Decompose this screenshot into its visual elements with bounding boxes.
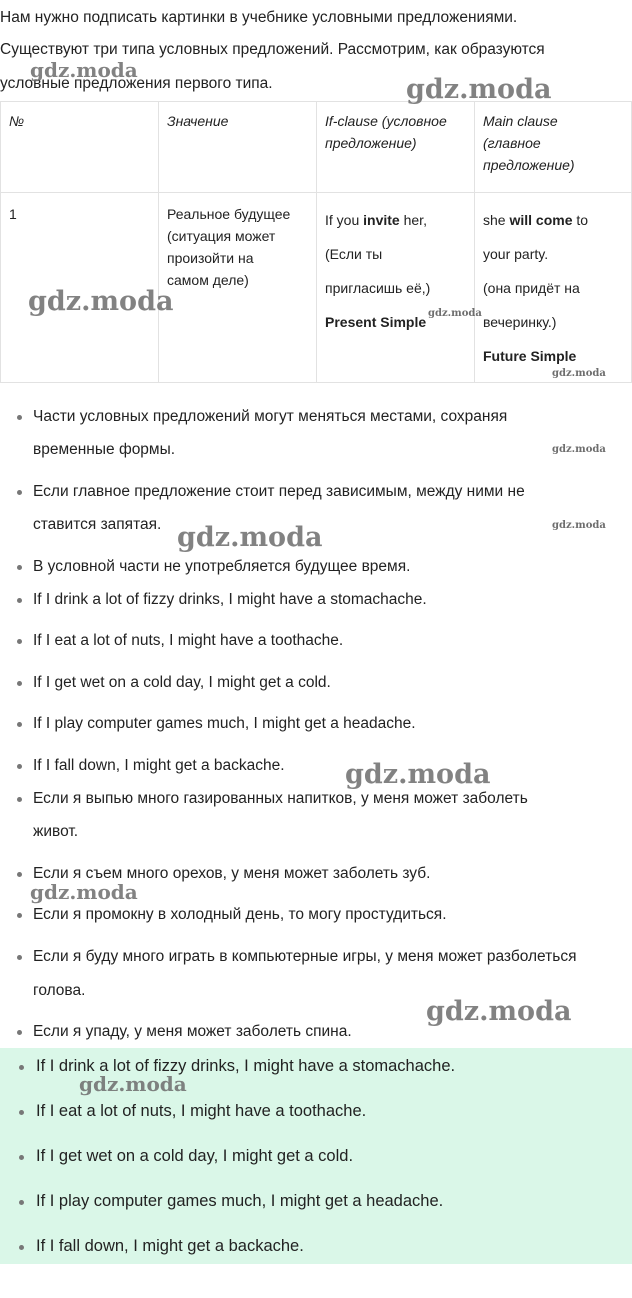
bullet-icon <box>19 1245 24 1250</box>
bullet-icon <box>17 1030 22 1035</box>
watermark: gdz.moda <box>30 880 138 904</box>
bullet-icon <box>17 565 22 570</box>
main-verb: will come <box>509 212 573 228</box>
watermark: gdz.moda <box>552 368 606 379</box>
header-main-clause <box>475 102 632 193</box>
watermark: gdz.moda <box>79 1072 187 1096</box>
watermark: gdz.moda <box>345 759 491 790</box>
bullet-icon <box>17 415 22 420</box>
header-number: № <box>1 102 159 193</box>
bullet-icon <box>17 797 22 802</box>
meaning-line-1: Реальное будущее <box>167 206 291 222</box>
bullet-icon <box>17 639 22 644</box>
header-main-clause-line-1: Main clause <box>483 113 558 129</box>
main-tense: Future Simple <box>483 348 577 364</box>
header-if-clause-line-2: предложение) <box>325 135 417 151</box>
bullet-icon <box>17 598 22 603</box>
watermark: gdz.moda <box>406 74 552 105</box>
cell-if-clause <box>317 193 475 383</box>
main-example: she will come to <box>483 212 589 228</box>
header-main-clause-line-3: предложение) <box>483 157 575 173</box>
bullet-icon <box>19 1065 24 1070</box>
bullet-icon <box>17 722 22 727</box>
if-verb: invite <box>363 212 400 228</box>
if-example: If you invite her, <box>325 212 427 228</box>
bullet-icon <box>17 913 22 918</box>
main-translation-line-1: (она придёт на <box>483 280 580 296</box>
meaning-line-3: произойти на <box>167 250 254 266</box>
intro-line-3: условные предложения первого типа. <box>0 75 273 92</box>
main-translation-line-2: вечеринку.) <box>483 314 557 330</box>
bullet-icon <box>19 1110 24 1115</box>
header-meaning: Значение <box>159 102 317 193</box>
watermark: gdz.moda <box>177 522 323 553</box>
if-tense: Present Simple <box>325 314 427 330</box>
header-main-clause-line-2: (главное <box>483 135 541 151</box>
bullet-icon <box>17 490 22 495</box>
bullet-icon <box>17 681 22 686</box>
meaning-line-2: (ситуация может <box>167 228 276 244</box>
watermark: gdz.moda <box>552 520 606 531</box>
watermark: gdz.moda <box>30 58 138 82</box>
watermark: gdz.moda <box>552 444 606 455</box>
intro-line-1: Нам нужно подписать картинки в учебнике условными предложениями. <box>0 9 518 26</box>
bullet-icon <box>19 1155 24 1160</box>
watermark: gdz.moda <box>426 996 572 1027</box>
cell-meaning <box>159 193 317 383</box>
cell-main-clause <box>475 193 632 383</box>
watermark: gdz.moda <box>28 286 174 317</box>
cell-number: 1 <box>1 193 159 383</box>
table-header-row <box>1 102 632 193</box>
watermark: gdz.moda <box>428 308 482 319</box>
conditionals-table <box>0 101 632 383</box>
intro-line-2: Существуют три типа условных предложений. Рассмотрим, как образуются <box>0 41 545 58</box>
bullet-icon <box>17 764 22 769</box>
main-example-line-2: your party. <box>483 246 549 262</box>
meaning-line-4: самом деле) <box>167 272 249 288</box>
if-translation-line-2: пригласишь её,) <box>325 280 431 296</box>
if-translation-line-1: (Если ты <box>325 246 383 262</box>
header-if-clause-line-1: If-clause (условное <box>325 113 447 129</box>
bullet-icon <box>19 1200 24 1205</box>
header-if-clause <box>317 102 475 193</box>
bullet-icon <box>17 955 22 960</box>
bullet-icon <box>17 872 22 877</box>
